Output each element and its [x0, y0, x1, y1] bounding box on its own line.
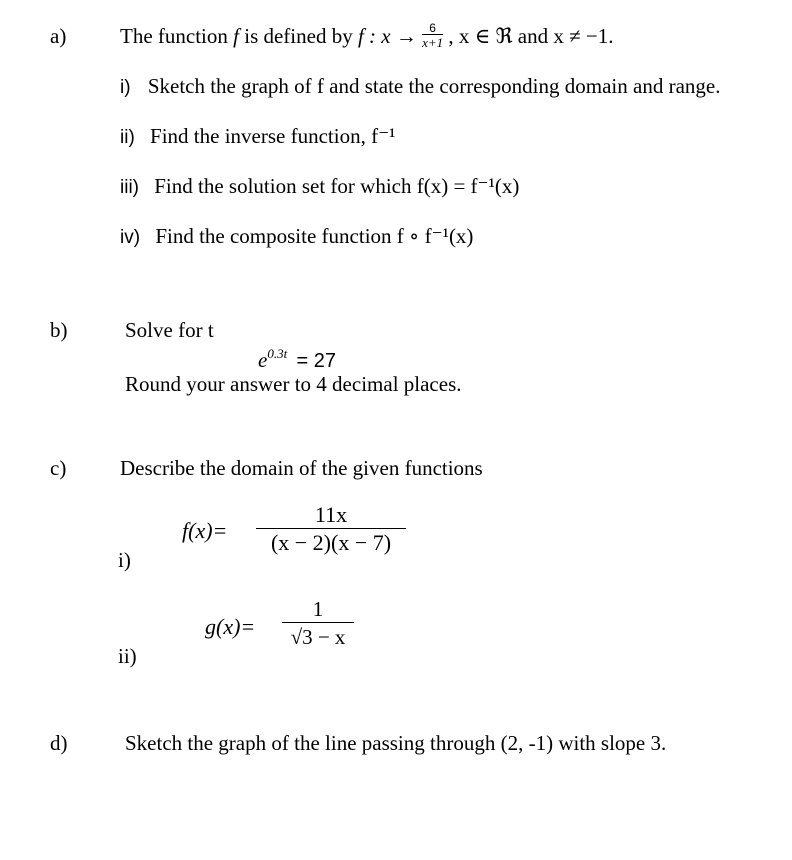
part-a-f-symbol: f: [233, 24, 239, 48]
part-a-intro-mid: is defined by: [244, 24, 353, 48]
part-a-item-3: [120, 176, 519, 197]
part-b-line1: Solve for t: [125, 318, 214, 342]
item-text: Find the composite function f ∘ f⁻¹(x): [155, 224, 474, 248]
function-g-lhs: g(x)=: [205, 614, 256, 639]
item-text: Find the solution set for which f(x) = f⁻¹(x): [154, 174, 520, 198]
part-a-item-4: [120, 226, 473, 247]
function-f-numerator: 11x: [314, 502, 348, 527]
part-d-label: d): [50, 731, 68, 755]
part-a-fraction-denominator: x+1: [422, 34, 444, 50]
part-a-item-1: [120, 76, 720, 97]
equation-rhs: = 27: [296, 350, 336, 372]
item-number: ii): [120, 127, 135, 148]
part-c-ii-number: ii): [118, 644, 137, 668]
item-number: iv): [120, 227, 141, 248]
part-a-domain-condition: , x ∈ ℜ and x ≠ −1.: [448, 24, 614, 48]
part-a-intro-text: The function: [120, 24, 228, 48]
equation-exponent: 0.3t: [267, 346, 288, 361]
part-b-equation: [258, 347, 336, 371]
part-c-i-number: i): [118, 548, 131, 572]
part-c-label: c): [50, 456, 67, 480]
item-text: Sketch the graph of f and state the corresponding domain and range.: [147, 74, 721, 98]
item-number: i): [120, 77, 131, 98]
part-b-label: b): [50, 318, 68, 342]
equation-base: e: [258, 348, 268, 372]
part-a-fraction: [422, 22, 443, 49]
function-g-fraction: [282, 596, 354, 651]
part-b-line2: Round your answer to 4 decimal places.: [125, 372, 462, 396]
part-c-intro: Describe the domain of the given functions: [120, 456, 483, 480]
item-text: Find the inverse function, f⁻¹: [150, 124, 396, 148]
part-a-map: f : x →: [357, 24, 417, 48]
function-f-denominator: (x − 2)(x − 7): [270, 530, 392, 555]
function-g-numerator: 1: [312, 597, 324, 621]
function-g-denominator: √3 − x: [290, 625, 346, 649]
part-a-fraction-numerator: 6: [429, 20, 436, 35]
part-a-item-2: [120, 126, 395, 147]
item-number: iii): [120, 177, 139, 198]
part-a-label: a): [50, 24, 67, 48]
part-a-intro: [120, 20, 614, 50]
function-f-fraction: [256, 502, 406, 557]
function-f-lhs: f(x)=: [182, 518, 228, 543]
part-d-text: Sketch the graph of the line passing through (2, -1) with slope 3.: [125, 731, 667, 755]
